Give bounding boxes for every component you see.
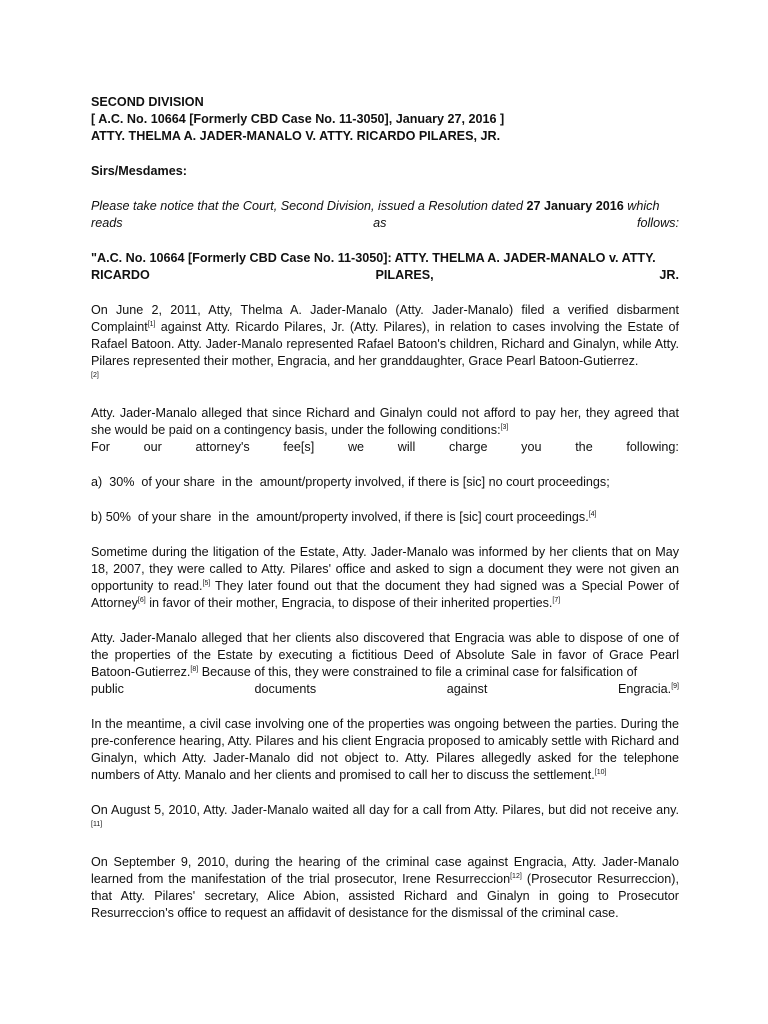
paragraph-text: On June 2, 2011, Atty, Thelma A. Jader-Manalo (Atty. Jader-Manalo) filed a verified disbarment Complaint (91, 303, 679, 334)
paragraph (91, 716, 679, 784)
paragraph (91, 854, 679, 922)
paragraph-text: Atty. Jader-Manalo alleged that since Richard and Ginalyn could not afford to pay her, they agreed that she would be paid on a contingency basis, under the following conditions: (91, 406, 679, 437)
paragraph-text: In the meantime, a civil case involving one of the properties was ongoing between the parties. During the pre-conference hearing, Atty. Pilares and his client Engracia proposed to amicably settle with Richard and Ginalyn, which Atty. Jader-Manalo did not object to. Atty. Pilares allegedly asked for the telephone numbers of Atty. Manalo and her clients and promised to call her to discuss the settlement. (91, 717, 679, 782)
footnote-ref[interactable]: [11] (91, 820, 103, 828)
notice-paragraph (91, 198, 679, 232)
salutation: Sirs/Mesdames: (91, 164, 187, 178)
condition-b (91, 509, 679, 526)
footnote-ref[interactable]: [9] (671, 682, 679, 690)
paragraph-text: Atty. Jader-Manalo alleged that her clients also discovered that Engracia was able to dispose of one of the properties of the Estate by executing a fictitious Deed of Absolute Sale in favor of Grace Pearl Batoon-Gutierrez. (91, 631, 679, 679)
paragraph-text: On August 5, 2010, Atty. Jader-Manalo waited all day for a call from Atty. Pilares, but did not receive any. (91, 803, 679, 817)
footnote-ref[interactable]: [1] (147, 320, 156, 328)
notice-word: as (373, 216, 387, 230)
notice-word: follows: (636, 216, 679, 230)
notice-date: 27 January 2016 (526, 199, 624, 213)
paragraph-text: against Atty. Ricardo Pilares, Jr. (Atty. Pilares), in relation to cases involving the Estate of Rafael Batoon. Atty. Jader-Manalo represented Rafael Batoon's children, Richard and Ginalyn, while Atty. Pilares represented their mother, Engracia, and her granddaughter, Grace Pearl Batoon-Gutierrez. (91, 320, 679, 368)
footnote-ref[interactable]: [6] (137, 596, 146, 604)
word: fee[s] (283, 440, 315, 454)
paragraph-text: in favor of their mother, Engracia, to dispose of their inherited properties. (145, 596, 553, 610)
resolution-caption (91, 250, 679, 284)
footnote-ref[interactable]: [7] (552, 596, 561, 604)
footnote-ref[interactable]: [2] (91, 371, 99, 379)
word: against (446, 682, 488, 696)
case-reference: [ A.C. No. 10664 [Formerly CBD Case No. 11-3050], January 27, 2016 ] (91, 112, 505, 126)
footnote-ref[interactable]: [5] (202, 579, 211, 587)
case-parties: ATTY. THELMA A. JADER-MANALO V. ATTY. RICARDO PILARES, JR. (91, 129, 501, 143)
word: you (521, 440, 542, 454)
word: following: (626, 440, 679, 454)
paragraph-text: They later found out that the document they had signed was a Special Power of Attorney (91, 579, 679, 610)
word: charge (448, 440, 488, 454)
fee-intro-line (91, 439, 679, 456)
word: attorney's (195, 440, 250, 454)
paragraph-text: (Prosecutor Resurreccion), that Atty. Pilares' secretary, Alice Abion, assisted Richard and Ginalyn in going to Prosecutor Resurreccion's office to request an affidavit of desistance for the dismissal of the criminal case. (91, 872, 679, 920)
word: we (347, 440, 365, 454)
footnote-ref[interactable]: [12] (510, 872, 522, 880)
paragraph (91, 544, 679, 612)
notice-text: Please take notice that the Court, Second Division, issued a Resolution dated (91, 199, 527, 213)
caption-line: "A.C. No. 10664 [Formerly CBD Case No. 11-3050]: ATTY. THELMA A. JADER-MANALO v. ATTY. (91, 251, 656, 265)
condition-b-text: b) 50% of your share in the amount/property involved, if there is [sic] court proceedings. (91, 510, 589, 524)
case-header (91, 94, 679, 145)
caption-word: PILARES, (375, 268, 434, 282)
footnote-ref[interactable]: [3] (500, 423, 509, 431)
document-page (91, 94, 679, 922)
division-title: SECOND DIVISION (91, 95, 204, 109)
word: the (575, 440, 593, 454)
footnote-ref[interactable]: [8] (190, 665, 199, 673)
paragraph (91, 302, 679, 387)
caption-word: RICARDO (91, 268, 150, 282)
paragraph-text: Sometime during the litigation of the Estate, Atty. Jader-Manalo was informed by her clients that on May 18, 2007, they were called to Atty. Pilares' office and asked to sign a document they were not given an opportunity to read. (91, 545, 679, 593)
paragraph-text: Because of this, they were constrained to file a criminal case for falsification of (198, 665, 638, 679)
paragraph (91, 802, 679, 836)
word: will (397, 440, 416, 454)
paragraph-text: On September 9, 2010, during the hearing of the criminal case against Engracia, Atty. Jader-Manalo learned from the manifestation of the trial prosecutor, Irene Resurreccion (91, 855, 679, 886)
paragraph (91, 405, 679, 456)
caption-word: JR. (659, 268, 679, 282)
word: our (143, 440, 162, 454)
condition-a: a) 30% of your share in the amount/property involved, if there is [sic] no court proceedings; (91, 475, 610, 489)
word: Engracia. (617, 682, 672, 696)
notice-text-end: which (623, 199, 660, 213)
notice-word: reads (91, 216, 123, 230)
word: documents (254, 682, 317, 696)
footnote-ref[interactable]: [4] (588, 510, 597, 518)
word: public (91, 682, 124, 696)
footnote-ref[interactable]: [10] (594, 768, 607, 776)
paragraph (91, 630, 679, 698)
word: For (91, 440, 110, 454)
